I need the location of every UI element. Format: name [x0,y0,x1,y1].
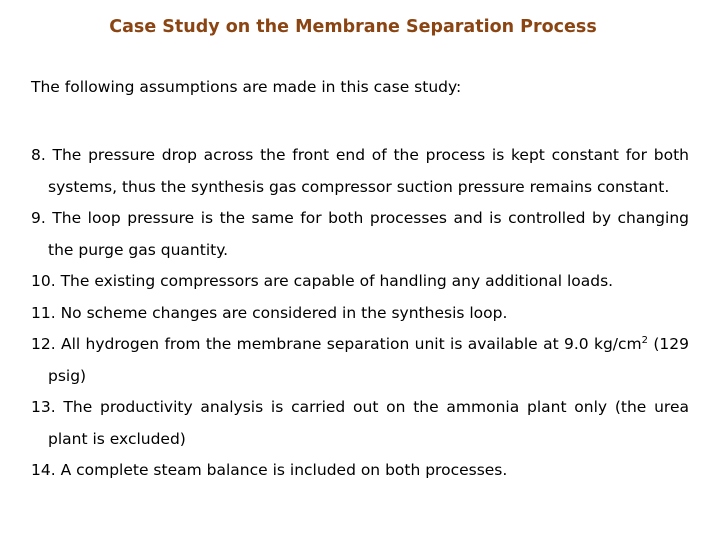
assumption-item-13: 13. The productivity analysis is carried out on the ammonia plant only (the urea plant is excluded) [31,398,689,448]
assumption-item-8: 8. The pressure drop across the front end of the process is kept constant for both systems, thus the synthesis gas compressor suction pressure remains constant. [31,146,689,196]
superscript-exponent: 2 [641,335,649,346]
page-title: Case Study on the Membrane Separation Process [109,17,597,37]
assumption-item-12-text: 12. All hydrogen from the membrane separation unit is available at 9.0 kg/cm [31,335,642,353]
assumption-item-10: 10. The existing compressors are capable of handling any additional loads. [31,272,614,290]
assumption-item-12 [31,329,689,392]
assumption-item-12-text-end: (129 psig) [48,335,689,385]
assumption-list [31,140,689,487]
assumption-item-9: 9. The loop pressure is the same for both processes and is controlled by changing the purge gas quantity. [31,209,689,259]
assumption-item-14: 14. A complete steam balance is included on both processes. [31,461,508,479]
assumption-item-11: 11. No scheme changes are considered in the synthesis loop. [31,303,508,322]
intro-text: The following assumptions are made in this case study: [31,78,462,96]
